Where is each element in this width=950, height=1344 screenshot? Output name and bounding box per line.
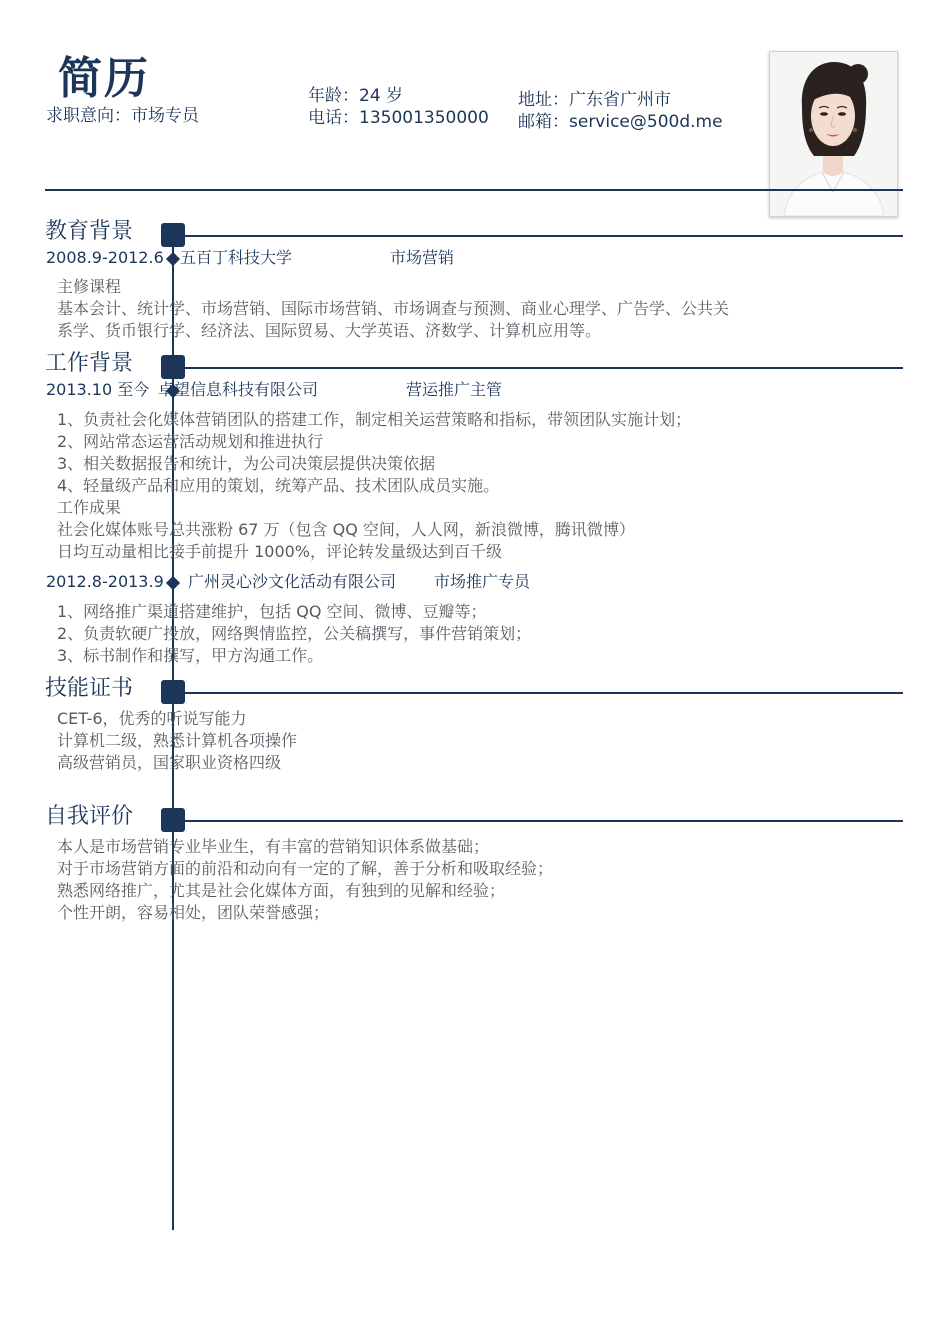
education-line: 主修课程 — [57, 277, 122, 296]
job-position: 市场推广专员 — [434, 572, 531, 591]
education-major: 市场营销 — [390, 248, 455, 267]
section-title-education: 教育背景 — [45, 219, 134, 244]
timeline-diamond — [166, 576, 180, 590]
job-period: 2012.8-2013.9 — [46, 572, 164, 591]
resume-title: 简历 — [58, 53, 150, 104]
section-rule — [185, 820, 903, 822]
job-position: 营运推广主管 — [406, 380, 503, 399]
self-eval-line: 本人是市场营销专业毕业生，有丰富的营销知识体系做基础； — [57, 837, 490, 856]
education-school: 五百丁科技大学 — [180, 248, 293, 267]
section-rule — [185, 235, 903, 237]
section-rule — [185, 367, 903, 369]
education-period: 2008.9-2012.6 — [46, 248, 164, 267]
email-field: 邮箱：service@500d.me — [518, 112, 723, 132]
skill-line: 计算机二级，熟悉计算机各项操作 — [57, 731, 298, 750]
skill-line: CET-6，优秀的听说写能力 — [57, 709, 247, 728]
education-line: 基本会计、统计学、市场营销、国际市场营销、市场调查与预测、商业心理学、广告学、公共关 — [57, 299, 730, 318]
portrait-illustration — [770, 52, 897, 216]
job-detail-line: 4、轻量级产品和应用的策划，统筹产品、技术团队成员实施。 — [57, 476, 500, 495]
section-marker — [161, 808, 185, 832]
job-company: 卓望信息科技有限公司 — [158, 380, 319, 399]
section-title-work: 工作背景 — [45, 351, 134, 376]
job-detail-line: 社会化媒体账号总共涨粉 67 万（包含 QQ 空间，人人网，新浪微博，腾讯微博） — [57, 520, 635, 539]
job-detail-line: 2、负责软硬广投放，网络舆情监控，公关稿撰写，事件营销策划； — [57, 624, 532, 643]
job-detail-line: 3、标书制作和撰写，甲方沟通工作。 — [57, 646, 324, 665]
self-eval-line: 熟悉网络推广，尤其是社会化媒体方面，有独到的见解和经验； — [57, 881, 506, 900]
address-field: 地址：广东省广州市 — [518, 90, 671, 110]
job-detail-line: 日均互动量相比接手前提升 1000%，评论转发量级达到百千级 — [57, 542, 503, 561]
section-title-self-eval: 自我评价 — [45, 804, 134, 829]
profile-photo — [769, 51, 898, 217]
skill-line: 高级营销员，国家职业资格四级 — [57, 753, 282, 772]
job-detail-line: 1、网络推广渠道搭建维护，包括 QQ 空间、微博、豆瓣等； — [57, 602, 487, 621]
job-detail-line: 1、负责社会化媒体营销团队的搭建工作，制定相关运营策略和指标，带领团队实施计划； — [57, 410, 692, 429]
job-company: 广州灵心沙文化活动有限公司 — [188, 572, 397, 591]
timeline-diamond — [166, 252, 180, 266]
section-marker — [161, 355, 185, 379]
section-marker — [161, 680, 185, 704]
self-eval-line: 对于市场营销方面的前沿和动向有一定的了解，善于分析和吸取经验； — [57, 859, 554, 878]
job-detail-line: 工作成果 — [57, 498, 122, 517]
section-title-skills: 技能证书 — [45, 676, 134, 701]
job-detail-line: 2、网站常态运营活动规划和推进执行 — [57, 432, 324, 451]
job-period: 2013.10 至今 — [46, 380, 150, 399]
phone-field: 电话：135001350000 — [308, 108, 489, 128]
section-marker — [161, 223, 185, 247]
section-rule — [185, 692, 903, 694]
job-intention: 求职意向：市场专员 — [46, 106, 199, 126]
education-line: 系学、货币银行学、经济法、国际贸易、大学英语、济数学、计算机应用等。 — [57, 321, 602, 340]
header-divider — [45, 189, 903, 191]
job-detail-line: 3、相关数据报告和统计，为公司决策层提供决策依据 — [57, 454, 436, 473]
self-eval-line: 个性开朗，容易相处，团队荣誉感强； — [57, 903, 330, 922]
age-field: 年龄：24 岁 — [308, 86, 404, 106]
